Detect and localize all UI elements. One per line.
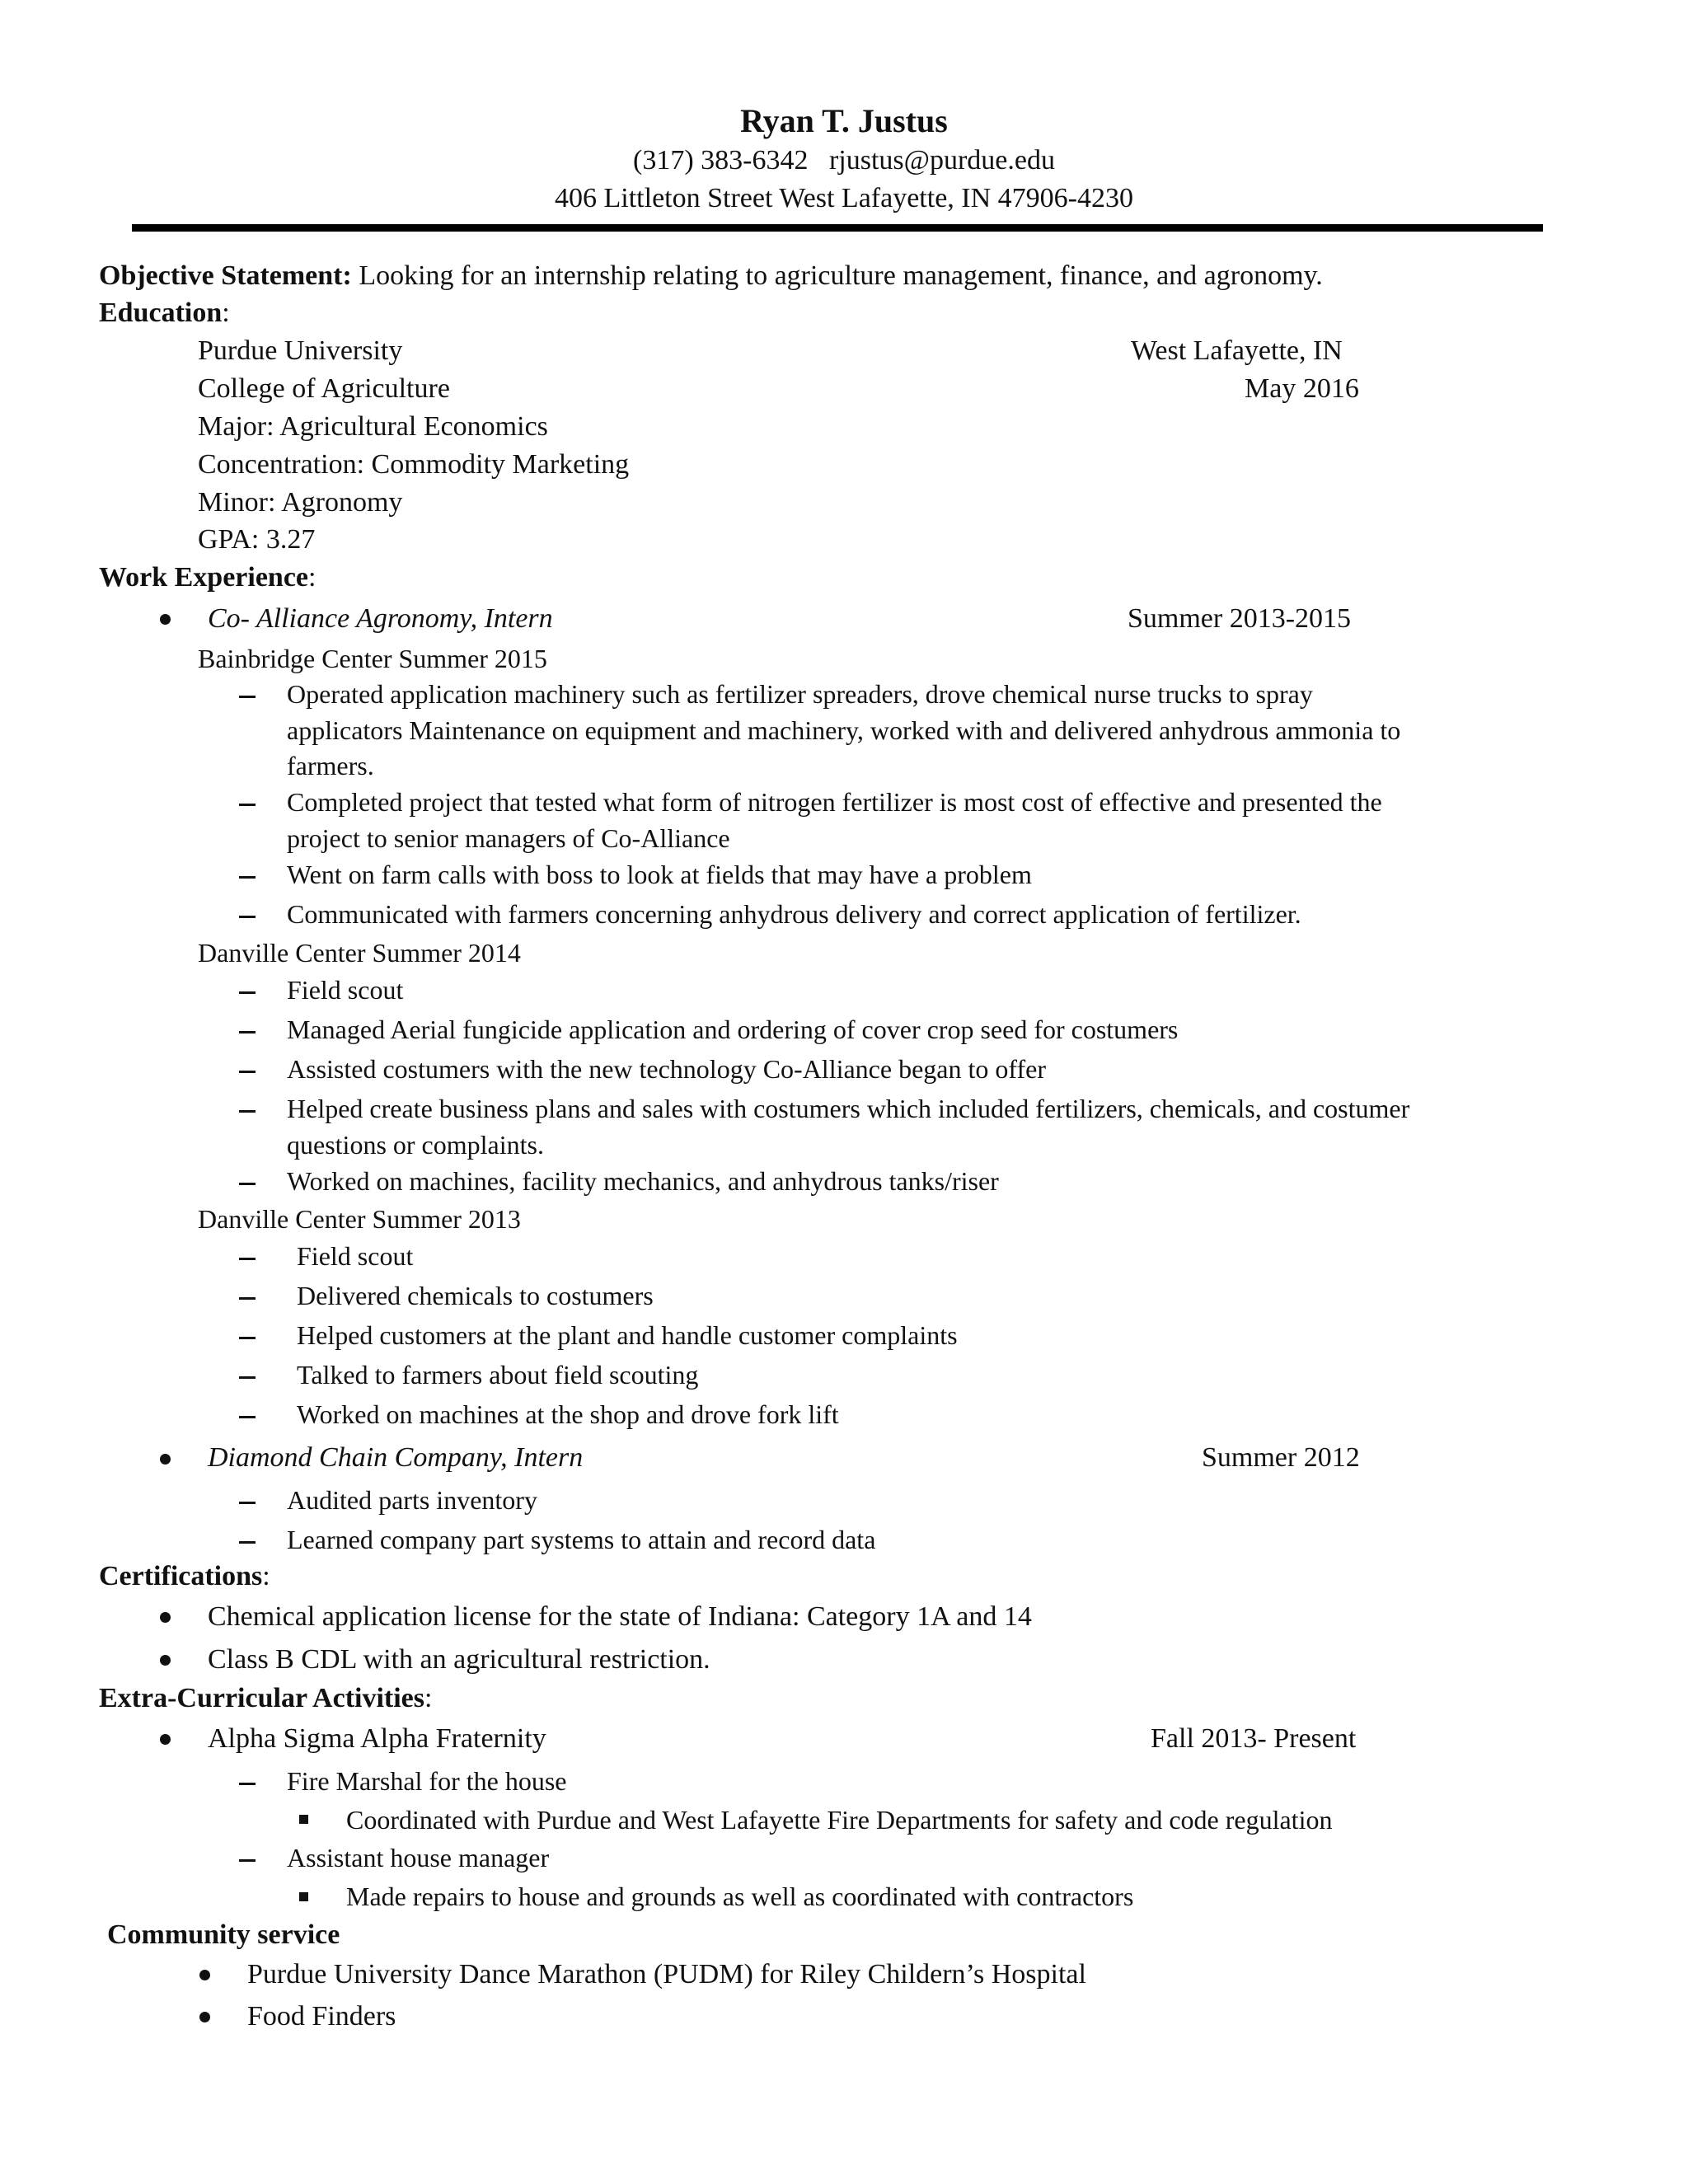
dash-icon (239, 1297, 256, 1300)
square-bullet-icon (299, 1892, 308, 1901)
bullet-icon (160, 1655, 171, 1666)
objective-line (99, 262, 1323, 290)
job1-sub3-duty: Talked to farmers about field scouting (297, 1360, 699, 1390)
activity-org: Alpha Sigma Alpha Fraternity (208, 1723, 546, 1754)
job1-sub3-duty: Delivered chemicals to costumers (297, 1281, 654, 1310)
job1-sub2-title: Danville Center Summer 2014 (198, 938, 521, 968)
dash-icon (239, 1110, 256, 1113)
dash-icon (239, 1502, 256, 1504)
job2-title: Diamond Chain Company, Intern (208, 1442, 584, 1473)
dash-icon (239, 1376, 256, 1379)
job2-duty: Audited parts inventory (287, 1485, 537, 1515)
dash-icon (239, 804, 256, 806)
job1-sub2-duty: Assisted costumers with the new technology Co-Alliance began to offer (287, 1054, 1046, 1084)
dash-icon (239, 1337, 256, 1339)
certification-item: Chemical application license for the state of Indiana: Category 1A and 14 (208, 1601, 1032, 1632)
objective-text: Looking for an internship relating to agriculture management, finance, and agronomy. (359, 260, 1323, 291)
address: 406 Littleton Street West Lafayette, IN 47906-4230 (555, 183, 1133, 213)
community-item: Purdue University Dance Marathon (PUDM) for Riley Childern’s Hospital (247, 1959, 1086, 1990)
edu-major: Major: Agricultural Economics (198, 411, 548, 442)
job2-duty: Learned company part systems to attain and record data (287, 1525, 876, 1554)
edu-concentration: Concentration: Commodity Marketing (198, 449, 630, 480)
email: rjustus@purdue.edu (828, 145, 1055, 176)
job1-sub1-title: Bainbridge Center Summer 2015 (198, 644, 547, 673)
job1-sub3-duty: Helped customers at the plant and handle customer complaints (297, 1320, 958, 1350)
resume-name: Ryan T. Justus (740, 102, 948, 139)
edu-college: College of Agriculture (198, 373, 450, 404)
dash-icon (239, 1031, 256, 1033)
square-bullet-icon (299, 1815, 308, 1824)
job1-sub3-duty: Field scout (297, 1241, 414, 1271)
activity-role: Fire Marshal for the house (287, 1766, 567, 1796)
job1-sub1-duty-cont: farmers. (287, 751, 374, 780)
job1-sub2-duty: Helped create business plans and sales with costumers which included fertilizers, chemicals, and costumer (287, 1094, 1410, 1123)
dash-icon (239, 916, 256, 918)
job1-sub1-duty: Operated application machinery such as fertilizer spreaders, drove chemical nurse trucks to spray (287, 679, 1313, 709)
job1-sub2-duty: Worked on machines, facility mechanics, and anhydrous tanks/riser (287, 1166, 999, 1196)
certifications-heading: Certifications: (99, 1561, 270, 1591)
job1-sub2-duty: Managed Aerial fungicide application and ordering of cover crop seed for costumers (287, 1015, 1179, 1044)
activity-dates: Fall 2013- Present (1151, 1723, 1357, 1754)
edu-date: May 2016 (1245, 373, 1359, 404)
job1-sub1-duty: Went on farm calls with boss to look at fields that may have a problem (287, 860, 1032, 889)
bullet-icon (199, 1970, 210, 1980)
dash-icon (239, 1258, 256, 1260)
dash-icon (239, 696, 256, 698)
dash-icon (239, 1783, 256, 1785)
job1-sub2-duty: Field scout (287, 975, 404, 1005)
bullet-icon (199, 2012, 210, 2022)
job1-sub2-duty-cont: questions or complaints. (287, 1130, 544, 1160)
dash-icon (239, 876, 256, 879)
job1-sub3-duty: Worked on machines at the shop and drove fork lift (297, 1399, 839, 1429)
edu-minor: Minor: Agronomy (198, 487, 403, 518)
job1-dates: Summer 2013-2015 (1128, 603, 1352, 634)
community-item: Food Finders (247, 2001, 396, 2032)
activity-role-detail: Coordinated with Purdue and West Lafayette Fire Departments for safety and code regulation (346, 1805, 1333, 1835)
objective-label: Objective Statement: (99, 260, 352, 291)
dash-icon (239, 991, 256, 994)
header-divider (132, 224, 1543, 232)
contact-line (0, 147, 1688, 175)
community-heading: Community service (107, 1919, 340, 1950)
job1-sub1-duty: Communicated with farmers concerning anhydrous delivery and correct application of fertilizer. (287, 899, 1301, 929)
edu-gpa: GPA: 3.27 (198, 524, 316, 555)
job2-dates: Summer 2012 (1202, 1442, 1360, 1473)
dash-icon (239, 1183, 256, 1185)
activity-role-detail: Made repairs to house and grounds as well as coordinated with contractors (346, 1882, 1134, 1911)
bullet-icon (160, 1734, 171, 1745)
job1-sub1-duty-cont: applicators Maintenance on equipment and machinery, worked with and delivered anhydrous ammonia to (287, 715, 1401, 745)
work-heading: Work Experience: (99, 562, 316, 593)
dash-icon (239, 1416, 256, 1418)
bullet-icon (160, 614, 171, 625)
dash-icon (239, 1071, 256, 1073)
job1-sub1-duty: Completed project that tested what form of nitrogen fertilizer is most cost of effective and presented the (287, 787, 1382, 817)
dash-icon (239, 1859, 256, 1862)
edu-location: West Lafayette, IN (1131, 335, 1343, 366)
bullet-icon (160, 1454, 171, 1465)
job1-sub1-duty-cont: project to senior managers of Co-Alliance (287, 823, 730, 853)
bullet-icon (160, 1612, 171, 1623)
dash-icon (239, 1541, 256, 1544)
activities-heading: Extra-Curricular Activities: (99, 1683, 433, 1713)
certification-item: Class B CDL with an agricultural restriction. (208, 1644, 710, 1675)
job1-sub3-title: Danville Center Summer 2013 (198, 1204, 521, 1234)
edu-school: Purdue University (198, 335, 403, 366)
activity-role: Assistant house manager (287, 1843, 550, 1872)
education-heading: Education: (99, 298, 230, 328)
phone: (317) 383-6342 (633, 145, 809, 176)
job1-title: Co- Alliance Agronomy, Intern (208, 603, 553, 634)
